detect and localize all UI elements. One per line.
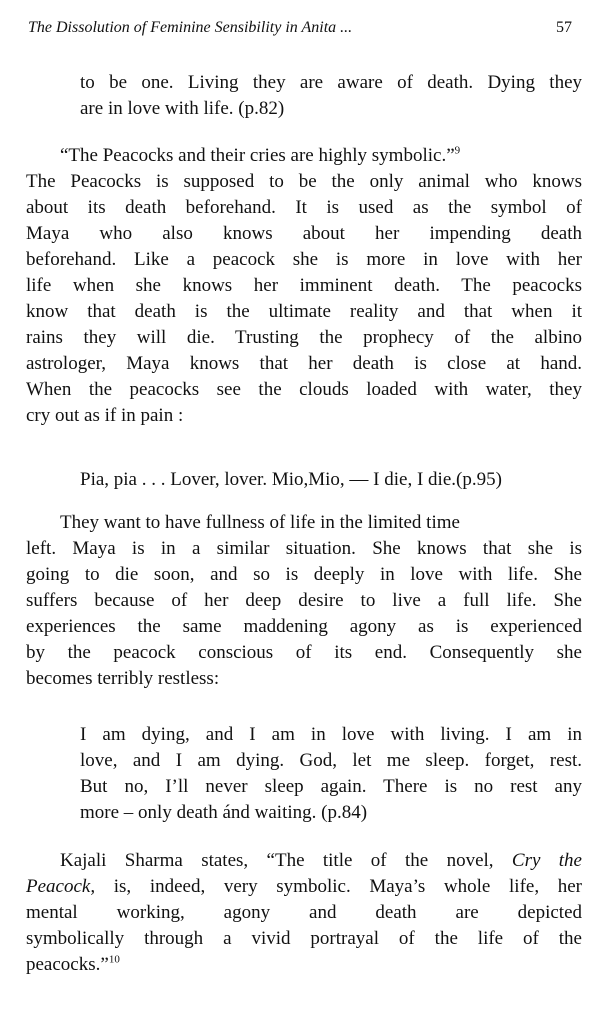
paragraph-line: beforehand. Like a peacock she is more in love with her bbox=[26, 249, 582, 270]
book-title: Cry the bbox=[511, 850, 582, 871]
paragraph-line: rains they will die. Trusting the prophecy of the albino bbox=[26, 327, 582, 348]
paragraph-text: peacocks.” bbox=[26, 954, 109, 975]
paragraph-line: mental working, agony and death are depicted bbox=[26, 902, 582, 923]
footnote-ref: 9 bbox=[454, 144, 461, 157]
paragraph-2 bbox=[26, 510, 582, 692]
book-title: Peacock, bbox=[26, 876, 96, 897]
paragraph-line: astrologer, Maya knows that her death is close at hand. bbox=[26, 353, 582, 374]
paragraph-line: about its death beforehand. It is used as the symbol of bbox=[26, 197, 582, 218]
quote-line: But no, I’ll never sleep again. There is no rest any bbox=[80, 776, 582, 797]
paragraph-1 bbox=[26, 143, 582, 429]
paragraph-text: “The Peacocks and their cries are highly symbolic.” bbox=[60, 145, 455, 166]
paragraph-line: going to die soon, and so is deeply in love with life. She bbox=[26, 564, 582, 585]
paragraph-line: suffers because of her deep desire to live a full life. She bbox=[26, 590, 582, 611]
footnote-ref: 10 bbox=[108, 953, 120, 966]
running-header bbox=[28, 14, 572, 42]
paragraph-line bbox=[26, 848, 582, 874]
paragraph-line: cry out as if in pain : bbox=[26, 405, 184, 426]
paragraph-line: left. Maya is in a similar situation. She knows that she is bbox=[26, 538, 582, 559]
paragraph-line bbox=[26, 952, 582, 978]
quote-line: more – only death ánd waiting. (p.84) bbox=[80, 802, 368, 823]
paragraph-line: Maya who also knows about her impending death bbox=[26, 223, 582, 244]
paragraph-line: They want to have fullness of life in the limited time bbox=[60, 512, 460, 533]
paragraph-line bbox=[26, 143, 582, 169]
quote-line: are in love with life. (p.82) bbox=[80, 98, 285, 119]
paragraph-text: Kajali Sharma states, “The title of the novel, bbox=[60, 850, 512, 871]
paragraph-line: When the peacocks see the clouds loaded with water, they bbox=[26, 379, 582, 400]
paragraph-line: life when she knows her imminent death. The peacocks bbox=[26, 275, 582, 296]
quote-line: love, and I am dying. God, let me sleep. forget, rest. bbox=[80, 750, 582, 771]
quote-line: to be one. Living they are aware of death. Dying they bbox=[80, 72, 582, 93]
block-quote-1 bbox=[80, 70, 582, 122]
paragraph-line bbox=[26, 874, 582, 900]
running-title: The Dissolution of Feminine Sensibility in Anita ... bbox=[28, 19, 353, 36]
paragraph-line: know that death is the ultimate reality and that when it bbox=[26, 301, 582, 322]
paragraph-3 bbox=[26, 848, 582, 978]
block-quote-2 bbox=[80, 467, 582, 493]
paragraph-line: by the peacock conscious of its end. Consequently she bbox=[26, 642, 582, 663]
paragraph-line: experiences the same maddening agony as is experienced bbox=[26, 616, 582, 637]
paragraph-line: becomes terribly restless: bbox=[26, 668, 220, 689]
page-number: 57 bbox=[556, 19, 572, 36]
block-quote-3 bbox=[80, 722, 582, 826]
paragraph-line: symbolically through a vivid portrayal of the life of the bbox=[26, 928, 582, 949]
paragraph-line: The Peacocks is supposed to be the only animal who knows bbox=[26, 171, 582, 192]
quote-line: I am dying, and I am in love with living. I am in bbox=[80, 724, 582, 745]
paragraph-text: is, indeed, very symbolic. Maya’s whole life, her bbox=[95, 876, 582, 897]
quote-line: Pia, pia . . . Lover, lover. Mio,Mio, — I die, I die.(p.95) bbox=[80, 469, 502, 490]
